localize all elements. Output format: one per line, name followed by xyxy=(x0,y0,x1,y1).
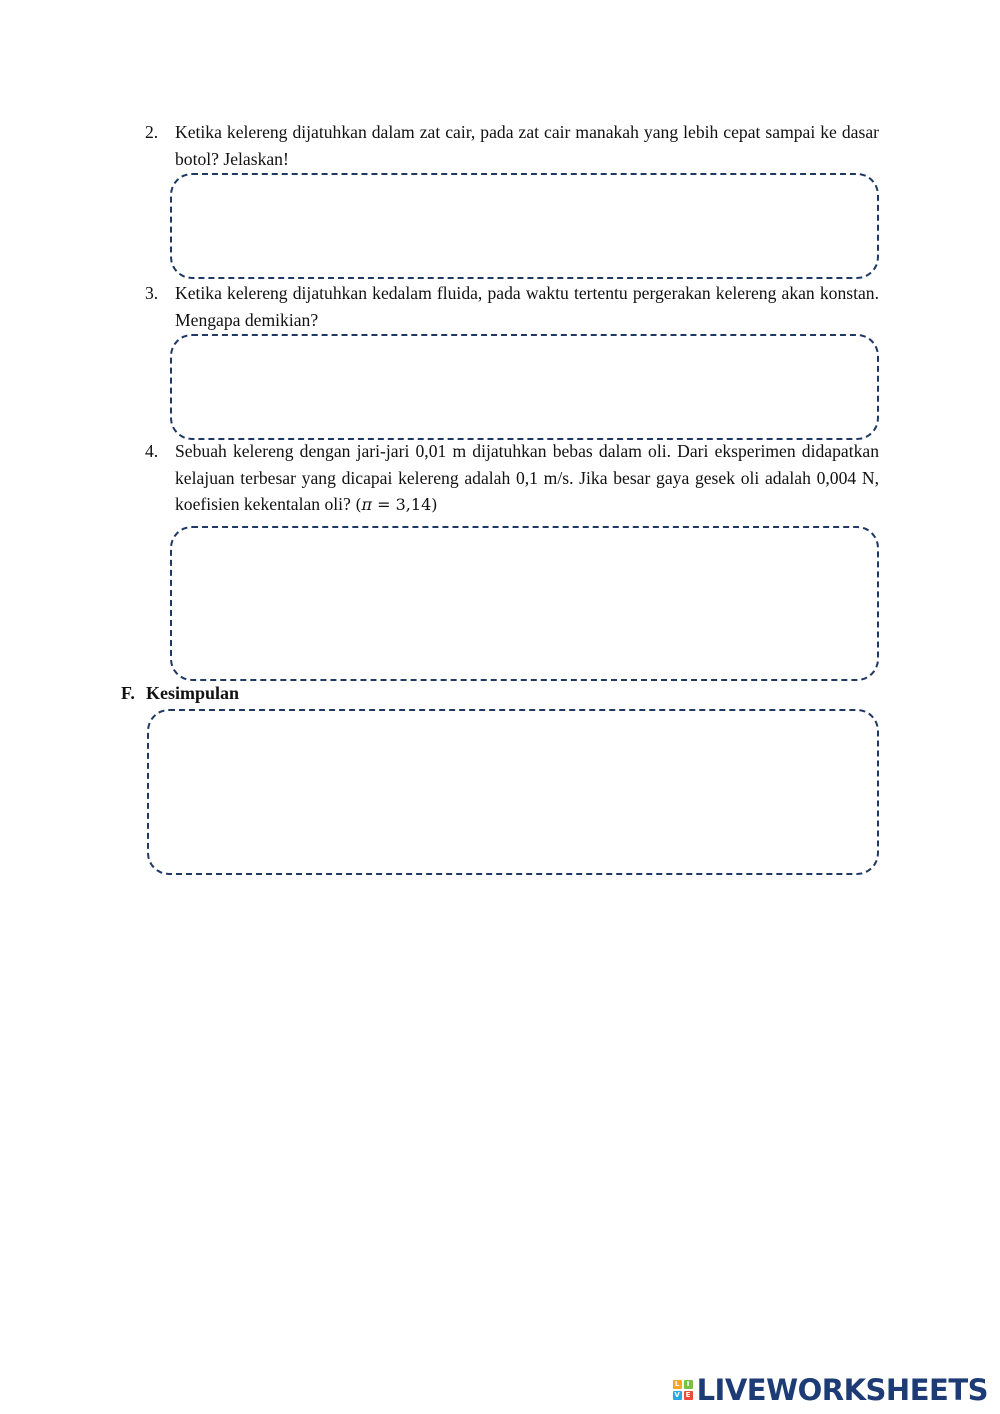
question-number: 3. xyxy=(145,283,159,303)
logo-cell: V xyxy=(674,1391,680,1399)
question-3 xyxy=(145,280,879,333)
logo-cell: E xyxy=(684,1391,693,1400)
section-heading xyxy=(121,680,239,706)
equals-sign: = xyxy=(372,495,396,514)
question-text-block xyxy=(175,438,879,519)
liveworksheets-logo xyxy=(673,1372,988,1408)
question-text: Ketika kelereng dijatuhkan dalam zat cair, pada zat cair manakah yang lebih cepat sampai ke dasar botol? Jelaskan! xyxy=(175,122,879,169)
logo-grid-icon xyxy=(673,1380,693,1400)
question-text: Sebuah kelereng dengan jari-jari 0,01 m dijatuhkan bebas dalam oli. Dari eksperimen didapatkan kelajuan terbesar yang dicapai kelereng adalah 0,1 m/s. Jika besar gaya gesek oli adalah 0,004 N, koefisien kekentalan oli? xyxy=(175,441,879,514)
pi-formula xyxy=(355,495,437,514)
section-title: Kesimpulan xyxy=(146,683,240,703)
section-letter: F. xyxy=(121,683,135,703)
question-number: 2. xyxy=(145,122,159,142)
pi-symbol: π xyxy=(361,495,373,514)
answer-box-4[interactable] xyxy=(170,526,879,681)
logo-text: LIVEWORKSHEETS xyxy=(696,1373,988,1407)
paren-close: ) xyxy=(431,495,438,514)
pi-value: 3,14 xyxy=(395,495,432,514)
question-number: 4. xyxy=(145,441,159,461)
paren-open: ( xyxy=(355,495,362,514)
logo-cell: L xyxy=(673,1380,682,1389)
conclusion-answer-box[interactable] xyxy=(147,709,879,875)
question-2 xyxy=(145,119,879,172)
question-text: Ketika kelereng dijatuhkan kedalam fluida, pada waktu tertentu pergerakan kelereng akan konstan. Mengapa demikian? xyxy=(175,283,879,330)
question-4 xyxy=(145,438,879,519)
answer-box-2[interactable] xyxy=(170,173,879,279)
answer-box-3[interactable] xyxy=(170,334,879,440)
logo-cell: I xyxy=(684,1380,693,1389)
